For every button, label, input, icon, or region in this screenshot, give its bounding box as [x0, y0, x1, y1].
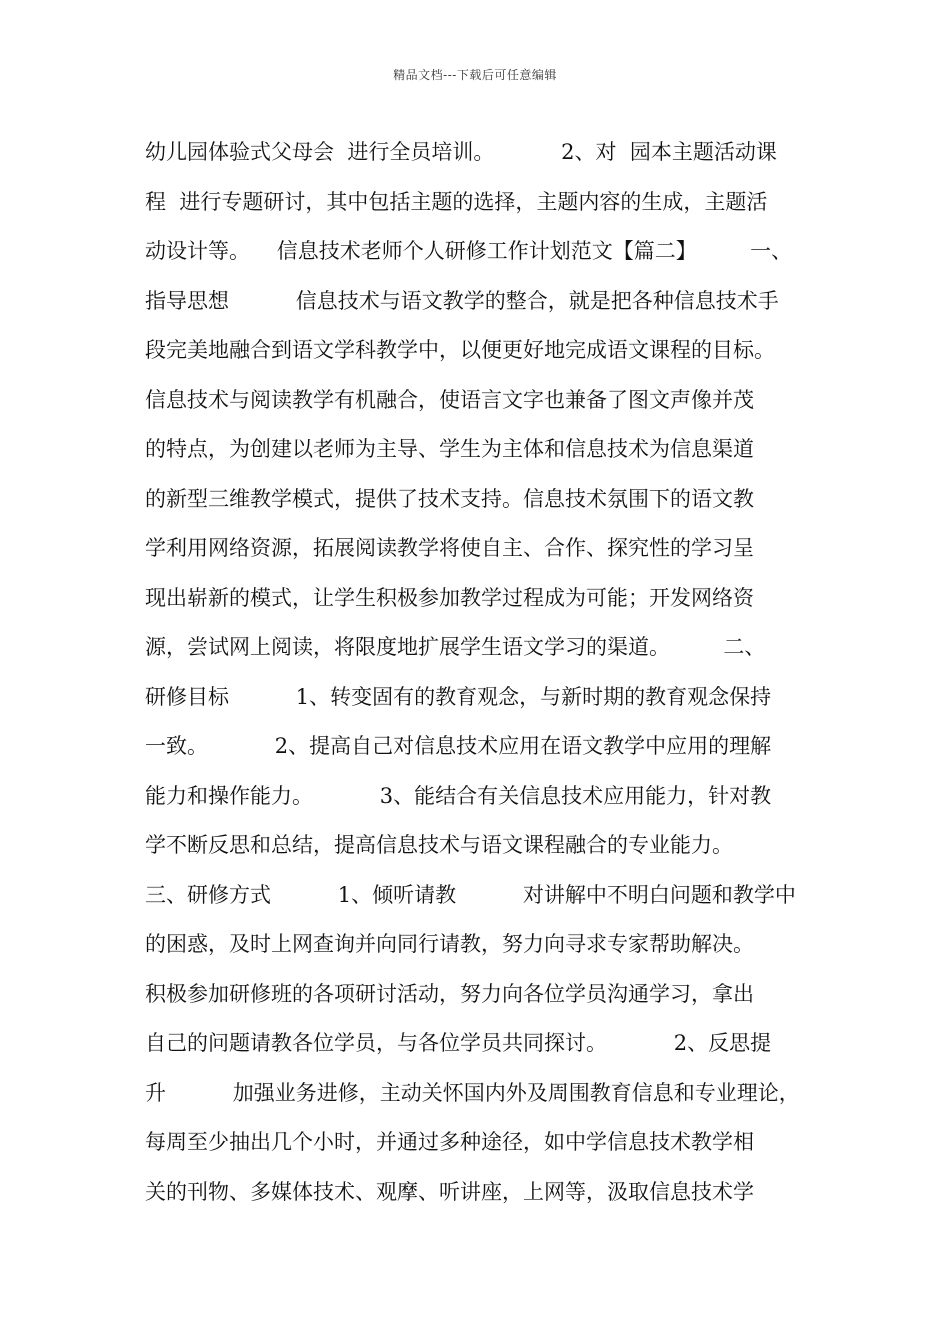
text-line: [145, 1172, 835, 1222]
document-body: [145, 132, 835, 1221]
text-line: [145, 776, 835, 826]
text-line-content: 三、研修方式 1、倾听请教 对讲解中不明白问题和教学中: [145, 882, 796, 907]
text-line: [145, 726, 835, 776]
text-line-content: 的困惑，及时上网查询并向同行请教，努力向寻求专家帮助解决。: [145, 932, 754, 956]
text-line: [145, 1073, 835, 1123]
text-line-content: 指导思想 信息技术与语文教学的整合，就是把各种信息技术手: [145, 288, 779, 313]
text-line: [145, 281, 835, 331]
text-line: [145, 380, 835, 430]
text-line-content: 每周至少抽出几个小时，并通过多种途径，如中学信息技术教学相: [145, 1130, 754, 1154]
text-line-content: 一致。 2、提高自己对信息技术应用在语文教学中应用的理解: [145, 734, 772, 758]
text-line-content: 的特点，为创建以老师为主导、学生为主体和信息技术为信息渠道: [145, 437, 754, 461]
text-line-content: 升 加强业务进修，主动关怀国内外及周围教育信息和专业理论，: [145, 1080, 800, 1105]
text-line: [145, 924, 835, 974]
text-line: [145, 528, 835, 578]
text-line-content: 幼儿园体验式父母会 进行全员培训。 2、对 园本主题活动课: [145, 140, 777, 164]
text-line: [145, 231, 835, 281]
text-line: [145, 825, 835, 875]
text-line-content: 信息技术与阅读教学有机融合，使语言文字也兼备了图文声像并茂: [145, 387, 754, 412]
text-line-content: 段完美地融合到语文学科教学中，以便更好地完成语文课程的目标。: [145, 338, 775, 362]
text-line-content: 自己的问题请教各位学员，与各位学员共同探讨。 2、反思提: [145, 1031, 772, 1055]
text-line: [145, 1023, 835, 1073]
text-line-content: 关的刊物、多媒体技术、观摩、听讲座，上网等，汲取信息技术学: [145, 1179, 754, 1204]
text-line-content: 的新型三维教学模式，提供了技术支持。信息技术氛围下的语文教: [145, 486, 754, 511]
text-line: [145, 479, 835, 529]
text-line: [145, 132, 835, 182]
text-line: [145, 677, 835, 727]
text-line: [145, 182, 835, 232]
text-line: [145, 875, 835, 925]
text-line-content: 动设计等。 信息技术老师个人研修工作计划范文【篇二】 一、: [145, 239, 793, 263]
text-line: [145, 429, 835, 479]
text-line-content: 程 进行专题研讨，其中包括主题的选择，主题内容的生成，主题活: [145, 189, 768, 214]
text-line-content: 学不断反思和总结，提高信息技术与语文课程融合的专业能力。: [145, 833, 733, 857]
text-line: [145, 1122, 835, 1172]
text-line: [145, 578, 835, 628]
text-line-content: 现出崭新的模式，让学生积极参加教学过程成为可能；开发网络资: [145, 585, 754, 610]
text-line-content: 积极参加研修班的各项研讨活动，努力向各位学员沟通学习，拿出: [145, 981, 754, 1006]
text-line-content: 研修目标 1、转变固有的教育观念，与新时期的教育观念保持: [145, 684, 772, 709]
text-line-content: 学利用网络资源，拓展阅读教学将使自主、合作、探究性的学习呈: [145, 536, 754, 560]
text-line-content: 源，尝试网上阅读，将限度地扩展学生语文学习的渠道。 二、: [145, 635, 766, 659]
page-header: 精品文档---下载后可任意编辑: [393, 68, 557, 82]
text-line: [145, 974, 835, 1024]
text-line: [145, 627, 835, 677]
text-line: [145, 330, 835, 380]
text-line-content: 能力和操作能力。 3、能结合有关信息技术应用能力，针对教: [145, 783, 772, 808]
